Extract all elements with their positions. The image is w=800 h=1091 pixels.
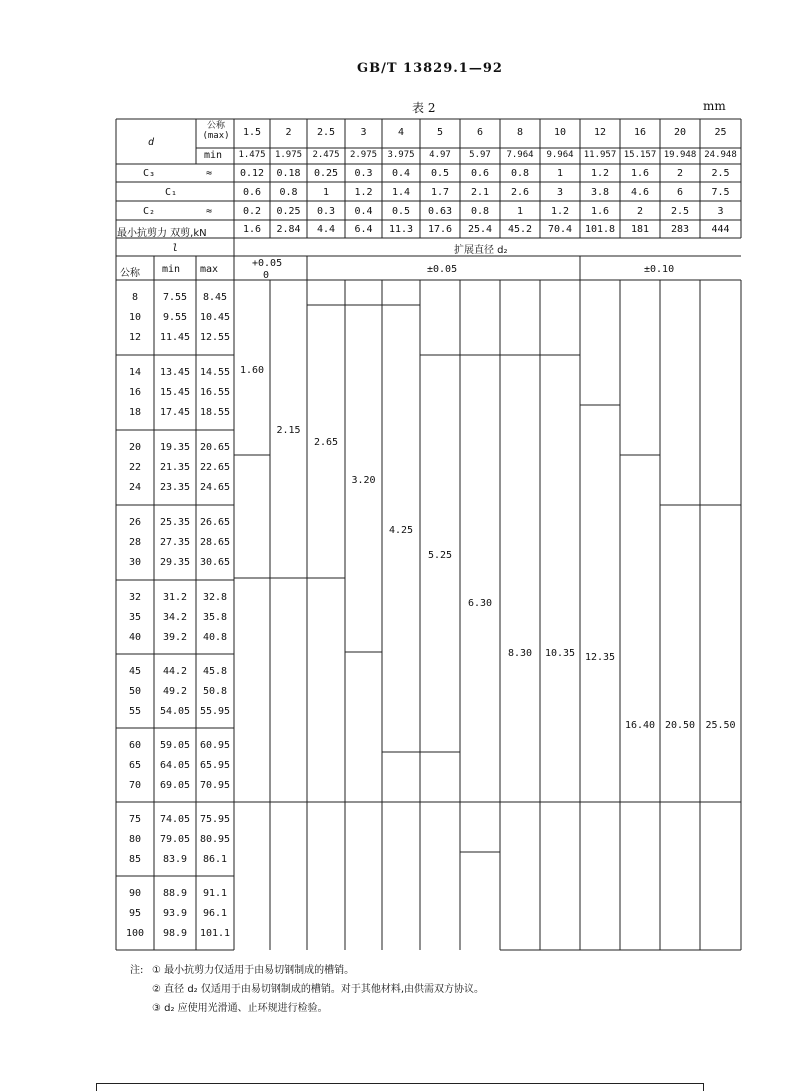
c1-value: 3.8 — [590, 187, 610, 198]
c2-value: 0.2 — [242, 206, 262, 217]
length-nominal: 100 — [125, 928, 145, 939]
length-min: 27.35 — [159, 537, 191, 548]
length-nominal: 70 — [128, 780, 142, 791]
diameter-min: 7.964 — [506, 150, 534, 160]
length-max: 12.55 — [199, 332, 231, 343]
c1-value: 1.7 — [430, 187, 450, 198]
d2-value: 8.30 — [507, 648, 533, 659]
d2-value: 20.50 — [664, 720, 696, 731]
c2-value: 0.4 — [354, 206, 373, 217]
table-unit: mm — [703, 99, 726, 113]
length-nominal: 24 — [128, 482, 142, 493]
length-max: 10.45 — [199, 312, 231, 323]
length-max: 35.8 — [202, 612, 228, 623]
tolerance-a: +0.05 — [252, 258, 283, 269]
shear-value: 4.4 — [316, 224, 336, 235]
c1-value: 4.6 — [630, 187, 650, 198]
length-nominal: 90 — [128, 888, 142, 899]
l-label: l — [172, 243, 179, 254]
length-nominal: 14 — [128, 367, 142, 378]
shear-value: 6.4 — [354, 224, 373, 235]
length-nominal: 16 — [128, 387, 142, 398]
length-nominal: 85 — [128, 854, 142, 865]
note-1: ① 最小抗剪力仅适用于由易切钢制成的槽销。 — [152, 965, 355, 976]
length-nominal: 26 — [128, 517, 142, 528]
length-min: 9.55 — [162, 312, 188, 323]
d2-value: 1.60 — [239, 365, 265, 376]
c3-value: 0.25 — [313, 168, 339, 179]
c1-value: 2.6 — [510, 187, 530, 198]
length-nominal: 55 — [128, 706, 142, 717]
diameter-nominal: 8 — [516, 127, 524, 138]
length-nominal: 8 — [131, 292, 139, 303]
length-max: 18.55 — [199, 407, 231, 418]
length-min: 93.9 — [162, 908, 188, 919]
diameter-nominal: 3 — [360, 127, 367, 138]
c2-value: 0.8 — [470, 206, 490, 217]
d2-value: 12.35 — [584, 652, 616, 663]
shear-value: 11.3 — [388, 224, 414, 235]
note-3: ③ d₂ 应使用光滑通、止环规进行检验。 — [152, 1003, 328, 1014]
shear-value: 1.6 — [242, 224, 262, 235]
length-max: 28.65 — [199, 537, 231, 548]
c2-value: 1.6 — [590, 206, 610, 217]
c3-value: 0.18 — [276, 168, 301, 179]
length-min: 69.05 — [159, 780, 191, 791]
d2-value: 2.15 — [276, 425, 301, 436]
length-max: 20.65 — [199, 442, 231, 453]
length-nominal: 20 — [128, 442, 142, 453]
length-nominal: 50 — [128, 686, 142, 697]
length-min: 83.9 — [162, 854, 188, 865]
shear-label: 最小抗剪力 双剪,kN — [117, 228, 207, 239]
diameter-min: 9.964 — [546, 150, 574, 160]
length-nominal: 60 — [128, 740, 142, 751]
c3-value: 1.6 — [630, 168, 650, 179]
length-max: 96.1 — [202, 908, 228, 919]
standard-number: GB/T 13829.1—92 — [357, 61, 503, 76]
length-nominal: 28 — [128, 537, 142, 548]
length-min: 25.35 — [159, 517, 191, 528]
length-nominal: 18 — [128, 407, 142, 418]
page-frame-bottom — [96, 1083, 704, 1091]
length-min: 59.05 — [159, 740, 191, 751]
shear-value: 2.84 — [276, 224, 301, 235]
length-min: 17.45 — [159, 407, 191, 418]
length-min: 39.2 — [162, 632, 188, 643]
length-min: 64.05 — [159, 760, 191, 771]
length-max: 8.45 — [202, 292, 228, 303]
c3-value: 0.3 — [354, 168, 373, 179]
c3-value: 1.2 — [590, 168, 610, 179]
length-max: 60.95 — [199, 740, 231, 751]
diameter-nominal: 10 — [553, 127, 567, 138]
l-min-header: min — [162, 264, 181, 275]
diameter-min: 15.157 — [623, 150, 657, 160]
c1-value: 6 — [676, 187, 684, 198]
diameter-min: 24.948 — [704, 150, 737, 160]
shear-value: 25.4 — [467, 224, 493, 235]
diameter-min: 1.475 — [238, 150, 266, 160]
diameter-nominal: 6 — [476, 127, 484, 138]
length-nominal: 35 — [128, 612, 142, 623]
shear-value: 101.8 — [584, 224, 616, 235]
shear-value: 283 — [670, 224, 690, 235]
length-min: 11.45 — [159, 332, 191, 343]
diameter-min: 2.975 — [349, 150, 378, 160]
note-2: ② 直径 d₂ 仅适用于由易切钢制成的槽销。对于其他材料,由供需双方协议。 — [152, 984, 485, 995]
c1-value: 7.5 — [711, 187, 730, 198]
c1-value: 1.4 — [391, 187, 411, 198]
c3-approx: ≈ — [206, 168, 213, 179]
length-min: 31.2 — [162, 592, 188, 603]
length-max: 101.1 — [199, 928, 231, 939]
length-nominal: 75 — [128, 814, 142, 825]
c2-value: 1 — [516, 206, 524, 217]
length-nominal: 95 — [128, 908, 142, 919]
min-label: min — [204, 150, 223, 161]
c2-value: 2.5 — [670, 206, 690, 217]
c1-value: 3 — [556, 187, 564, 198]
tolerance-b: ±0.05 — [427, 264, 458, 275]
c1-value: 1 — [322, 187, 330, 198]
c1-value: 0.6 — [242, 187, 262, 198]
c2-label: C₂ — [143, 206, 156, 217]
length-min: 44.2 — [162, 666, 188, 677]
c3-value: 0.6 — [470, 168, 490, 179]
length-nominal: 10 — [128, 312, 142, 323]
length-max: 24.65 — [199, 482, 231, 493]
length-min: 74.05 — [159, 814, 191, 825]
shear-value: 17.6 — [427, 224, 453, 235]
d-label: d — [148, 137, 155, 148]
c3-value: 0.12 — [239, 168, 265, 179]
length-max: 26.65 — [199, 517, 231, 528]
diameter-nominal: 20 — [673, 127, 687, 138]
diameter-nominal: 16 — [633, 127, 647, 138]
length-max: 70.95 — [199, 780, 231, 791]
length-nominal: 12 — [128, 332, 142, 343]
d2-value: 2.65 — [313, 437, 339, 448]
length-min: 79.05 — [159, 834, 191, 845]
c1-value: 1.2 — [354, 187, 373, 198]
l-nominal-header: 公称 — [120, 268, 140, 279]
diameter-nominal: 12 — [593, 127, 607, 138]
length-max: 40.8 — [202, 632, 228, 643]
length-nominal: 40 — [128, 632, 142, 643]
d2-value: 16.40 — [624, 720, 656, 731]
nominal-max-label: 公称(max) — [202, 121, 230, 141]
c3-value: 2.5 — [711, 168, 730, 179]
c2-approx: ≈ — [206, 206, 213, 217]
c2-value: 0.25 — [276, 206, 301, 217]
shear-value: 181 — [630, 224, 650, 235]
d2-label: 扩展直径 d₂ — [454, 245, 508, 256]
diameter-nominal: 2.5 — [316, 127, 336, 138]
length-max: 75.95 — [199, 814, 231, 825]
shear-value: 70.4 — [547, 224, 573, 235]
diameter-min: 5.97 — [469, 150, 491, 160]
c3-label: C₃ — [143, 168, 156, 179]
tolerance-c: ±0.10 — [644, 264, 675, 275]
c2-value: 2 — [636, 206, 644, 217]
diameter-nominal: 4 — [397, 127, 405, 138]
c2-value: 0.5 — [391, 206, 411, 217]
length-max: 50.8 — [202, 686, 228, 697]
c3-value: 0.8 — [510, 168, 530, 179]
d2-value: 25.50 — [705, 720, 736, 731]
length-min: 54.05 — [159, 706, 191, 717]
length-min: 15.45 — [159, 387, 191, 398]
length-min: 19.35 — [159, 442, 191, 453]
diameter-min: 11.957 — [583, 150, 617, 160]
length-nominal: 80 — [128, 834, 142, 845]
length-max: 14.55 — [199, 367, 231, 378]
length-min: 23.35 — [159, 482, 191, 493]
d2-value: 10.35 — [544, 648, 576, 659]
diameter-nominal: 25 — [714, 127, 727, 138]
shear-value: 45.2 — [507, 224, 533, 235]
shear-value: 444 — [711, 224, 730, 235]
length-max: 65.95 — [199, 760, 231, 771]
d2-value: 5.25 — [427, 550, 453, 561]
length-nominal: 30 — [128, 557, 142, 568]
c1-value: 2.1 — [470, 187, 490, 198]
c2-value: 1.2 — [550, 206, 570, 217]
length-min: 34.2 — [162, 612, 188, 623]
diameter-min: 19.948 — [663, 150, 697, 160]
length-max: 80.95 — [199, 834, 231, 845]
diameter-min: 3.975 — [387, 150, 415, 160]
c2-value: 0.3 — [316, 206, 336, 217]
length-max: 32.8 — [202, 592, 228, 603]
length-min: 21.35 — [159, 462, 191, 473]
notes-lead: 注: — [130, 965, 144, 976]
diameter-min: 2.475 — [312, 150, 340, 160]
length-min: 98.9 — [162, 928, 188, 939]
c3-value: 0.5 — [430, 168, 450, 179]
c3-value: 2 — [676, 168, 684, 179]
length-max: 45.8 — [202, 666, 228, 677]
diameter-nominal: 2 — [285, 127, 292, 138]
d2-value: 4.25 — [388, 525, 414, 536]
length-max: 86.1 — [202, 854, 228, 865]
c2-value: 0.63 — [427, 206, 453, 217]
d2-value: 3.20 — [351, 475, 376, 486]
length-min: 29.35 — [159, 557, 191, 568]
c3-value: 1 — [556, 168, 564, 179]
length-min: 13.45 — [159, 367, 191, 378]
length-max: 22.65 — [199, 462, 231, 473]
length-max: 30.65 — [199, 557, 231, 568]
c1-value: 0.8 — [279, 187, 298, 198]
diameter-min: 1.975 — [274, 150, 303, 160]
d2-value: 6.30 — [467, 598, 493, 609]
length-min: 49.2 — [162, 686, 188, 697]
length-nominal: 65 — [128, 760, 142, 771]
l-max-header: max — [200, 264, 219, 275]
table-title: 表 2 — [412, 101, 436, 115]
length-min: 88.9 — [162, 888, 188, 899]
length-nominal: 45 — [128, 666, 142, 677]
diameter-min: 4.97 — [429, 150, 451, 160]
length-min: 7.55 — [162, 292, 188, 303]
length-max: 91.1 — [202, 888, 228, 899]
c2-value: 3 — [717, 206, 724, 217]
length-max: 55.95 — [199, 706, 231, 717]
tolerance-a-lower: 0 — [263, 270, 270, 281]
c1-label: C₁ — [165, 187, 178, 198]
length-max: 16.55 — [199, 387, 231, 398]
diameter-nominal: 1.5 — [242, 127, 262, 138]
length-nominal: 32 — [128, 592, 142, 603]
diameter-nominal: 5 — [436, 127, 444, 138]
c3-value: 0.4 — [391, 168, 411, 179]
length-nominal: 22 — [128, 462, 142, 473]
